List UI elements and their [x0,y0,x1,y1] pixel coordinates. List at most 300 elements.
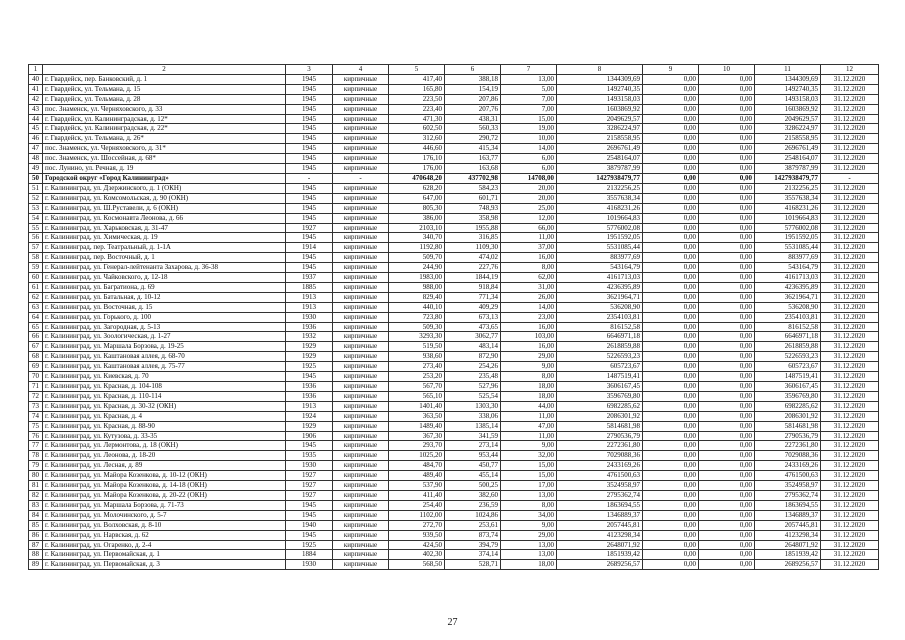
table-row [29,510,879,520]
cell-cost-col-9: 0,00 [643,550,699,560]
cell-area-total: 567,70 [389,382,445,392]
table-row [29,292,879,302]
cell-wall-material: кирпичные [333,411,389,421]
cell-cost-total: 1863694,55 [557,500,643,510]
cell-area-total: 273,40 [389,362,445,372]
table-row [29,74,879,84]
cell-cost-col-9: 0,00 [643,510,699,520]
cell-deadline: 31.12.2020 [821,391,879,401]
cell-cost-col-10: 0,00 [699,243,755,253]
cell-year-built: 1945 [286,213,333,223]
cell-cost-total: 2057445,81 [557,520,643,530]
cell-row-number: 89 [29,560,43,570]
cell-cost-col-9: 0,00 [643,461,699,471]
cell-residents: 44,00 [501,401,557,411]
cell-address: г. Калининград, ул. Чайковского, д. 12-18 [43,273,286,283]
cell-year-built: 1945 [286,134,333,144]
cell-cost-col-10: 0,00 [699,332,755,342]
cell-area-living: 154,19 [445,84,501,94]
cell-deadline: 31.12.2020 [821,144,879,154]
cell-area-living: 601,71 [445,193,501,203]
table-row [29,382,879,392]
cell-cost-total: 2158558,95 [557,134,643,144]
cell-cost-col-9: 0,00 [643,233,699,243]
cell-deadline: 31.12.2020 [821,441,879,451]
cell-year-built: 1927 [286,223,333,233]
cell-wall-material: кирпичные [333,104,389,114]
cell-cost-col-11: 4161713,03 [755,273,821,283]
cell-year-built: 1930 [286,461,333,471]
cell-cost-col-11: 4236395,89 [755,282,821,292]
cell-area-total: 988,00 [389,282,445,292]
cell-area-total: 3293,30 [389,332,445,342]
cell-wall-material: кирпичные [333,401,389,411]
cell-year-built: 1945 [286,193,333,203]
cell-cost-col-11: 2086301,92 [755,411,821,421]
cell-cost-col-10: 0,00 [699,104,755,114]
cell-cost-col-9: 0,00 [643,382,699,392]
cell-address: пос. Знаменск, ул. Черняховского, д. 31* [43,144,286,154]
cell-area-total: 509,70 [389,253,445,263]
cell-cost-col-10: 0,00 [699,74,755,84]
table-row [29,164,879,174]
cell-deadline: 31.12.2020 [821,134,879,144]
cell-area-living: 163,77 [445,154,501,164]
column-number: 2 [43,65,286,75]
cell-cost-col-10: 0,00 [699,481,755,491]
cell-residents: 47,00 [501,421,557,431]
cell-wall-material: кирпичные [333,292,389,302]
cell-year-built: 1945 [286,94,333,104]
cell-row-number: 80 [29,471,43,481]
cell-cost-col-10: 0,00 [699,94,755,104]
cell-area-total: 176,00 [389,164,445,174]
cell-row-number: 61 [29,282,43,292]
table-row [29,481,879,491]
cell-deadline: 31.12.2020 [821,124,879,134]
cell-wall-material: кирпичные [333,322,389,332]
cell-cost-col-10: 0,00 [699,510,755,520]
cell-row-number: 82 [29,490,43,500]
cell-residents: 66,00 [501,223,557,233]
cell-area-total: 340,70 [389,233,445,243]
cell-cost-col-11: 1427938479,77 [755,173,821,183]
cell-year-built: 1945 [286,124,333,134]
cell-cost-col-10: 0,00 [699,273,755,283]
column-number: 12 [821,65,879,75]
cell-cost-total: 1851939,42 [557,550,643,560]
cell-cost-col-9: 0,00 [643,421,699,431]
cell-cost-col-9: 0,00 [643,411,699,421]
cell-cost-col-10: 0,00 [699,322,755,332]
cell-cost-col-11: 2790536,79 [755,431,821,441]
cell-residents: 7,00 [501,104,557,114]
cell-row-number: 54 [29,213,43,223]
cell-cost-col-9: 0,00 [643,490,699,500]
cell-address: г. Калининград, ул. Харьковская, д. 31-47 [43,223,286,233]
cell-cost-col-10: 0,00 [699,471,755,481]
cell-row-number: 86 [29,530,43,540]
table-row [29,451,879,461]
cell-year-built: 1925 [286,362,333,372]
cell-address: г. Гвардейск, ул. Тельмана, д. 15 [43,84,286,94]
cell-cost-col-9: 0,00 [643,372,699,382]
cell-cost-total: 2696761,49 [557,144,643,154]
cell-row-number: 56 [29,233,43,243]
cell-cost-col-11: 3621964,71 [755,292,821,302]
cell-cost-col-9: 0,00 [643,540,699,550]
cell-cost-col-9: 0,00 [643,391,699,401]
table-row [29,144,879,154]
cell-address: г. Калининград, ул. Молочинского, д. 5-7 [43,510,286,520]
cell-wall-material: кирпичные [333,243,389,253]
cell-cost-col-10: 0,00 [699,302,755,312]
cell-cost-col-11: 3557638,34 [755,193,821,203]
cell-cost-total: 4161713,03 [557,273,643,283]
cell-wall-material: кирпичные [333,342,389,352]
table-row [29,183,879,193]
cell-area-living: 273,14 [445,441,501,451]
cell-area-living: 290,72 [445,134,501,144]
cell-deadline: 31.12.2020 [821,362,879,372]
cell-row-number: 73 [29,401,43,411]
cell-cost-col-11: 1863694,55 [755,500,821,510]
cell-cost-col-10: 0,00 [699,530,755,540]
cell-deadline: 31.12.2020 [821,203,879,213]
cell-cost-total: 2689256,57 [557,560,643,570]
cell-address: г. Гвардейск, ул. Тельмана, д. 28 [43,94,286,104]
cell-address: г. Калининград, ул. Майора Козенкова, д. 14-18 (ОКН) [43,481,286,491]
page-number: 27 [447,617,458,628]
cell-row-number: 87 [29,540,43,550]
cell-cost-col-10: 0,00 [699,183,755,193]
column-number: 6 [445,65,501,75]
cell-area-total: 519,50 [389,342,445,352]
cell-deadline: 31.12.2020 [821,243,879,253]
cell-wall-material: кирпичные [333,520,389,530]
cell-deadline: 31.12.2020 [821,213,879,223]
cell-year-built: 1927 [286,471,333,481]
cell-year-built: 1945 [286,253,333,263]
cell-deadline: 31.12.2020 [821,84,879,94]
cell-address: г. Калининград, ул. Каштановая аллея, д. 75-77 [43,362,286,372]
cell-year-built: 1945 [286,510,333,520]
cell-area-living: 3062,77 [445,332,501,342]
cell-wall-material: кирпичные [333,193,389,203]
cell-cost-total: 7029088,36 [557,451,643,461]
cell-area-total: 805,30 [389,203,445,213]
cell-area-living: 382,60 [445,490,501,500]
cell-cost-col-9: 0,00 [643,401,699,411]
cell-deadline: 31.12.2020 [821,490,879,500]
cell-address: г. Калининград, ул. Маршала Борзова, д. 19-25 [43,342,286,352]
cell-area-living: 474,02 [445,253,501,263]
table-row [29,243,879,253]
cell-row-number: 41 [29,84,43,94]
cell-area-total: 293,70 [389,441,445,451]
cell-cost-total: 1951592,05 [557,233,643,243]
cell-area-total: 411,40 [389,490,445,500]
cell-area-living: 748,93 [445,203,501,213]
table-row [29,154,879,164]
cell-cost-col-9: 0,00 [643,312,699,322]
table-row [29,411,879,421]
cell-year-built: 1945 [286,144,333,154]
cell-area-total: 363,50 [389,411,445,421]
cell-year-built: 1945 [286,233,333,243]
cell-cost-col-10: 0,00 [699,144,755,154]
cell-address: г. Калининград, ул. Горького, д. 100 [43,312,286,322]
cell-cost-col-11: 4168231,26 [755,203,821,213]
cell-cost-total: 2354103,81 [557,312,643,322]
cell-address: г. Калининград, ул. Красная, д. 88-90 [43,421,286,431]
cell-cost-col-9: 0,00 [643,134,699,144]
cell-cost-total: 3524958,97 [557,481,643,491]
cell-deadline: 31.12.2020 [821,263,879,273]
cell-row-number: 52 [29,193,43,203]
cell-residents: 13,00 [501,550,557,560]
cell-residents: 16,00 [501,253,557,263]
cell-residents: 18,00 [501,560,557,570]
table-row [29,500,879,510]
cell-cost-col-9: 0,00 [643,104,699,114]
cell-area-total: 367,30 [389,431,445,441]
table-row [29,173,879,183]
cell-row-number: 43 [29,104,43,114]
cell-row-number: 64 [29,312,43,322]
cell-year-built: 1927 [286,481,333,491]
cell-cost-col-11: 883977,69 [755,253,821,263]
cell-area-total: 509,30 [389,322,445,332]
cell-area-living: 873,74 [445,530,501,540]
cell-deadline: 31.12.2020 [821,94,879,104]
cell-deadline: 31.12.2020 [821,530,879,540]
cell-deadline: 31.12.2020 [821,164,879,174]
cell-wall-material: кирпичные [333,84,389,94]
cell-cost-col-11: 1344309,69 [755,74,821,84]
table-row [29,213,879,223]
cell-deadline: 31.12.2020 [821,421,879,431]
cell-residents: 7,00 [501,94,557,104]
cell-year-built: 1937 [286,273,333,283]
column-number: 3 [286,65,333,75]
cell-cost-col-10: 0,00 [699,362,755,372]
cell-residents: 19,00 [501,124,557,134]
cell-address: г. Калининград, ул. Дзержинского, д. 1 (ОКН) [43,183,286,193]
table-row [29,560,879,570]
cell-residents: 20,00 [501,193,557,203]
cell-residents: 13,00 [501,74,557,84]
cell-cost-total: 3596769,80 [557,391,643,401]
cell-cost-col-9: 0,00 [643,362,699,372]
cell-cost-col-9: 0,00 [643,114,699,124]
cell-wall-material: кирпичные [333,500,389,510]
cell-residents: 17,00 [501,481,557,491]
cell-area-living: 438,31 [445,114,501,124]
cell-cost-total: 4236395,89 [557,282,643,292]
cell-cost-col-11: 1019664,83 [755,213,821,223]
cell-cost-col-10: 0,00 [699,461,755,471]
cell-cost-total: 816152,58 [557,322,643,332]
cell-deadline: 31.12.2020 [821,481,879,491]
cell-cost-col-11: 2648071,92 [755,540,821,550]
cell-cost-col-9: 0,00 [643,451,699,461]
cell-address: г. Калининград, ул. Волховская, д. 8-10 [43,520,286,530]
cell-area-living: 483,14 [445,342,501,352]
cell-cost-total: 2049629,57 [557,114,643,124]
cell-address: г. Калининград, ул. Ш.Руставели, д. 6 (ОКН) [43,203,286,213]
cell-year-built: - [286,173,333,183]
cell-area-total: 470648,20 [389,173,445,183]
cell-cost-total: 2618859,88 [557,342,643,352]
cell-residents: 37,00 [501,243,557,253]
cell-row-number: 75 [29,421,43,431]
cell-wall-material: кирпичные [333,550,389,560]
cell-cost-total: 5814681,98 [557,421,643,431]
cell-cost-col-9: 0,00 [643,273,699,283]
cell-address: г. Калининград, ул. Комсомольская, д. 90 (ОКН) [43,193,286,203]
cell-cost-col-10: 0,00 [699,431,755,441]
cell-address: г. Калининград, ул. Киевская, д. 70 [43,372,286,382]
cell-deadline: 31.12.2020 [821,154,879,164]
column-number: 5 [389,65,445,75]
cell-cost-total: 4168231,26 [557,203,643,213]
cell-cost-col-10: 0,00 [699,154,755,164]
table-row [29,263,879,273]
cell-cost-total: 2548164,07 [557,154,643,164]
cell-cost-col-9: 0,00 [643,144,699,154]
cell-area-total: 254,40 [389,500,445,510]
cell-cost-col-10: 0,00 [699,223,755,233]
table-row [29,94,879,104]
cell-cost-total: 2795362,74 [557,490,643,500]
cell-row-number: 85 [29,520,43,530]
cell-area-living: 341,59 [445,431,501,441]
cell-wall-material: кирпичные [333,490,389,500]
cell-address: г. Гвардейск, пер. Банковский, д. 1 [43,74,286,84]
cell-deadline: 31.12.2020 [821,74,879,84]
cell-year-built: 1945 [286,203,333,213]
cell-cost-col-10: 0,00 [699,124,755,134]
table-row [29,114,879,124]
cell-deadline: 31.12.2020 [821,322,879,332]
cell-cost-col-11: 2272361,80 [755,441,821,451]
cell-cost-col-10: 0,00 [699,173,755,183]
table-row [29,322,879,332]
cell-cost-col-9: 0,00 [643,302,699,312]
cell-deadline: 31.12.2020 [821,401,879,411]
cell-cost-col-9: 0,00 [643,263,699,273]
cell-year-built: 1927 [286,490,333,500]
cell-cost-col-11: 7029088,36 [755,451,821,461]
cell-cost-col-11: 2548164,07 [755,154,821,164]
cell-cost-col-11: 2433169,26 [755,461,821,471]
cell-row-number: 55 [29,223,43,233]
cell-row-number: 40 [29,74,43,84]
cell-area-living: 207,86 [445,94,501,104]
cell-wall-material: кирпичные [333,282,389,292]
cell-cost-col-10: 0,00 [699,263,755,273]
cell-address: г. Калининград, ул. Восточная, д. 15 [43,302,286,312]
cell-area-living: 236,59 [445,500,501,510]
cell-address: Городской округ «Город Калининград» [43,173,286,183]
table-row [29,421,879,431]
cell-residents: 29,00 [501,530,557,540]
cell-cost-col-11: 2049629,57 [755,114,821,124]
cell-area-total: 647,00 [389,193,445,203]
cell-cost-col-9: 0,00 [643,441,699,451]
cell-deadline: 31.12.2020 [821,560,879,570]
cell-area-total: 1489,40 [389,421,445,431]
cell-year-built: 1913 [286,302,333,312]
cell-wall-material: кирпичные [333,431,389,441]
cell-deadline: 31.12.2020 [821,372,879,382]
table-row [29,471,879,481]
cell-wall-material: - [333,173,389,183]
cell-deadline: 31.12.2020 [821,411,879,421]
cell-cost-col-11: 2689256,57 [755,560,821,570]
register-table [28,64,879,570]
cell-cost-total: 5776002,08 [557,223,643,233]
cell-cost-col-10: 0,00 [699,500,755,510]
cell-cost-col-10: 0,00 [699,342,755,352]
cell-residents: 15,00 [501,461,557,471]
cell-wall-material: кирпичные [333,183,389,193]
cell-deadline: 31.12.2020 [821,273,879,283]
cell-area-living: 1844,19 [445,273,501,283]
cell-area-total: 1102,00 [389,510,445,520]
cell-cost-col-9: 0,00 [643,213,699,223]
cell-cost-col-10: 0,00 [699,560,755,570]
cell-cost-col-10: 0,00 [699,292,755,302]
cell-address: г. Калининград, ул. Первомайская, д. 3 [43,560,286,570]
cell-row-number: 47 [29,144,43,154]
cell-year-built: 1935 [286,451,333,461]
cell-residents: 29,00 [501,352,557,362]
cell-cost-total: 3621964,71 [557,292,643,302]
cell-cost-col-9: 0,00 [643,203,699,213]
cell-year-built: 1913 [286,292,333,302]
cell-wall-material: кирпичные [333,144,389,154]
column-number: 1 [29,65,43,75]
cell-cost-total: 1019664,83 [557,213,643,223]
table-row [29,302,879,312]
cell-row-number: 49 [29,164,43,174]
cell-row-number: 57 [29,243,43,253]
table-row [29,372,879,382]
column-number: 4 [333,65,389,75]
cell-area-total: 244,90 [389,263,445,273]
cell-row-number: 78 [29,451,43,461]
cell-deadline: 31.12.2020 [821,550,879,560]
table-row [29,352,879,362]
cell-row-number: 46 [29,134,43,144]
cell-row-number: 42 [29,94,43,104]
cell-area-living: 473,65 [445,322,501,332]
cell-row-number: 44 [29,114,43,124]
cell-address: г. Калининград, ул. Космонавта Леонова, д. 66 [43,213,286,223]
cell-year-built: 1945 [286,114,333,124]
cell-area-living: 525,54 [445,391,501,401]
cell-residents: 25,00 [501,203,557,213]
cell-area-total: 471,30 [389,114,445,124]
cell-address: г. Калининград, ул. Химическая, д. 19 [43,233,286,243]
cell-residents: 14,00 [501,302,557,312]
cell-residents: 23,00 [501,312,557,322]
cell-cost-col-11: 1487519,41 [755,372,821,382]
cell-area-total: 312,60 [389,134,445,144]
cell-address: пос. Знаменск, ул. Шоссейная, д. 68* [43,154,286,164]
